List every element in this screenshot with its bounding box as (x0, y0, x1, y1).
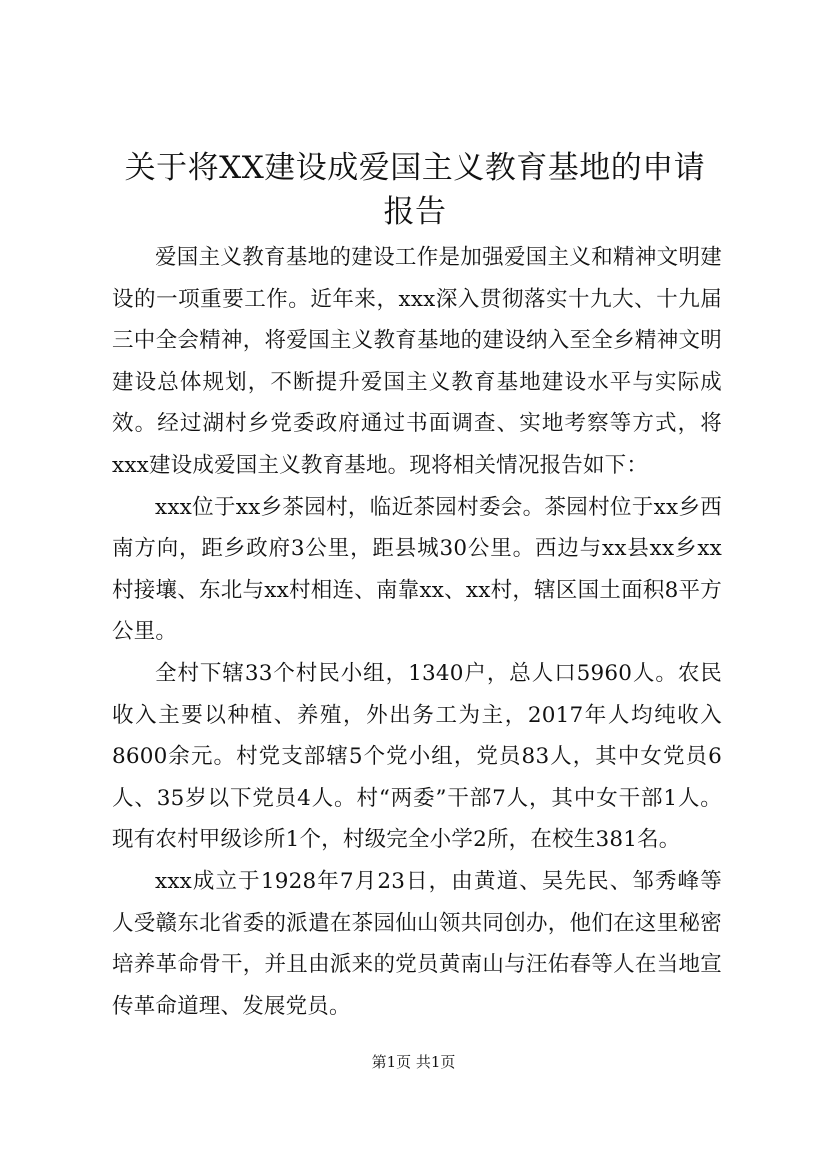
paragraph-population: 全村下辖33个村民小组，1340户，总人口5960人。农民收入主要以种植、养殖，外出务工为主，2017年人均纯收入8600余元。村党支部辖5个党小组，党员83人，其中女党员6人、35岁以下党员4人。村“两委”干部7人，其中女干部1人。现有农村甲级诊所1个，村级完全小学2所，在校生381名。 (112, 660, 722, 853)
page-footer: 第1页 共1页 (371, 1053, 456, 1071)
paragraph-history: xxx成立于1928年7月23日，由黄道、吴先民、邹秀峰等人受赣东北省委的派遣在茶园仙山领共同创办，他们在这里秘密培养革命骨干，并且由派来的党员黄南山与汪佑春等人在当地宣传革命道理、发展党员。 (112, 868, 722, 1019)
paragraph-intro: 爱国主义教育基地的建设工作是加强爱国主义和精神文明建设的一项重要工作。近年来，xxx深入贯彻落实十九大、十九届三中全会精神，将爱国主义教育基地的建设纳入至全乡精神文明建设总体规划，不断提升爱国主义教育基地建设水平与实际成效。经过湖村乡党委政府通过书面调查、实地考察等方式，将xxx建设成爱国主义教育基地。现将相关情况报告如下： (112, 245, 722, 478)
document-title: 关于将XX建设成爱国主义教育基地的申请报告 (124, 150, 706, 230)
paragraph-location: xxx位于xx乡茶园村，临近茶园村委会。茶园村位于xx乡西南方向，距乡政府3公里，距县城30公里。西边与xx县xx乡xx村接壤、东北与xx村相连、南靠xx、xx村，辖区国土面积8平方公里。 (112, 494, 722, 645)
document-body (112, 237, 722, 1027)
